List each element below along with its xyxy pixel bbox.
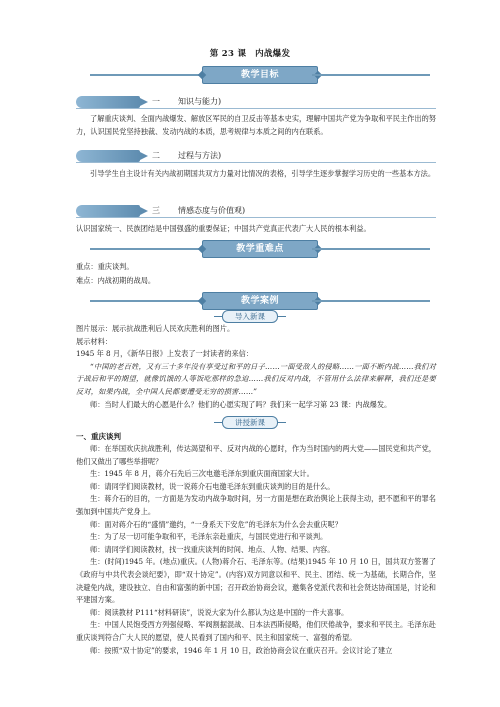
banner-line-right [312,74,430,76]
part1-title: 一、重庆谈判 [76,432,121,441]
intro-line: 展示材料： [76,336,112,346]
subbanner-line [278,316,286,317]
section-label: 情感态度与价值观) [178,206,246,215]
banner-line-left [90,300,208,302]
goals-banner [90,66,430,84]
banner-line-left [90,248,208,250]
subbanner-line [278,422,286,423]
section-tab-icon [76,205,140,217]
dialog-line: 生：1945 年 8 月，蒋介石先后三次电邀毛泽东到重庆面商国家大计。 [90,469,314,479]
section-tab-icon [76,150,140,162]
intro-subbanner-label: 导入新课 [222,310,278,323]
section-underline [76,108,436,109]
subbanner-line [214,422,222,423]
banner-line-right [312,300,430,302]
intro-line: 师：当时人们最大的心愿是什么？他们的心愿实现了吗？我们来一起学习第 23 课：内战爆发。 [90,399,392,409]
goal-paragraph-knowledge: 了解重庆谈判、全面内战爆发、解放区军民的自卫反击等基本史实，理解中国共产党为争取和平民主作出的努力，认识国民党坚持独裁、发动内战的本质，思考规律与本质之间的内在联系。 [76,114,436,136]
dialog-line: 生：蒋介石的目的，一方面是为发动内战争取时间，另一方面是想在政治舆论上获得主动，把不愿和平的罪名强加到中国共产党身上。 [76,494,436,516]
keypoints-banner [90,240,430,258]
section-label: 知识与能力) [178,97,222,106]
dialog-line: 师：按照“双十协定”的要求，1946 年 1 月 10 日，政治协商会议在重庆召开。会议讨论了建立 [90,645,393,655]
section-label: 过程与方法) [178,151,222,160]
part1-block [76,443,436,657]
dialog-line: 生：(时间)1945 年。(地点)重庆。(人物)蒋介石、毛泽东等。(结果)1945 年 10 月 10 日，国共双方签署了《政府与中共代表会谈纪要》，即“双十协定”。(内容)双方同意以和平、民主、团结、统一为基础，长期合作，坚决避免内战，建设独立、自由和富强的新中国；召开政治协商会议，邀集各党派代表和社会贤达协商国是，讨论和平建国方案。 [76,557,436,605]
dialog-line: 师：阅读教材 P111“材料研读”，说说大家为什么都认为这是中国的一件大喜事。 [90,607,349,617]
dialog-line: 师：在举国欢庆抗战胜利，传达渴望和平、反对内战的心愿时，作为当时国内的两大党——国民党和共产党，他们又做出了哪些举措呢？ [76,444,436,466]
keypoints-banner-label: 教学重难点 [202,240,318,258]
intro-line: 1945 年 8 月，《新华日报》上发表了一封读者的来信： [76,349,254,359]
dialog-line: 师：请同学们阅读教材，说一说蒋介石电邀毛泽东到重庆谈判的目的是什么。 [90,481,335,491]
section-head-knowledge [76,95,221,108]
section-head-attitude [76,204,245,217]
section-tab-icon [76,96,140,108]
letter-quote: “中国的老百姓，又有三十多年没有享受过和平的日子……一面受敌人的侵略……一面不断内战……我们对于战后和平的期望，就像饥饿的人等饭吃那样的急迫……我们反对内战，不管用什么法律来解释，我们还是要反对，如果内战，全中国人民都要遭受无穷的损害……” [76,361,436,396]
case-banner-label: 教学案例 [202,292,318,310]
dialog-line: 师：面对蒋介石的“盛情”邀约，“一身系天下安危”的毛泽东为什么会去重庆呢？ [90,519,342,529]
intro-block [76,323,436,411]
intro-subbanner [214,310,286,324]
section-underline [76,217,436,218]
difficult-point: 难点：内战初期的战局。 [76,276,156,285]
section-underline [76,162,436,163]
dialog-line: 师：请同学们阅读教材，找一找重庆谈判的时间、地点、人物、结果、内容。 [90,544,335,554]
key-point: 重点：重庆谈判。 [76,262,134,271]
section-num: 二 [152,151,160,160]
section-head-process [76,149,221,162]
section-num: 一 [152,97,160,106]
case-banner [90,292,430,310]
teach-subbanner [214,416,286,430]
section-num: 三 [152,206,160,215]
dialog-line: 生：为了尽一切可能争取和平，毛泽东亲赴重庆，与国民党进行和平谈判。 [90,532,328,542]
goal-paragraph-attitude: 认识国家统一、民族团结是中国强盛的重要保证；中国共产党真正代表广大人民的根本利益。 [76,224,371,233]
subbanner-line [214,316,222,317]
goals-banner-label: 教学目标 [202,66,318,84]
dialog-line: 生：中国人民饱受西方列强侵略、军阀割据混战、日本法西斯侵略，他们厌倦战争，要求和平民主。毛泽东赴重庆谈判符合广大人民的愿望，使人民看到了国内和平、民主和国家统一、富强的希望。 [76,620,436,642]
teach-subbanner-label: 讲授新课 [222,416,278,429]
goal-paragraph-process: 引导学生自主设计有关内战初期国共双方力量对比情况的表格，引导学生逐步掌握学习历史的一些基本方法。 [90,169,436,178]
banner-line-right [312,248,430,250]
banner-line-left [90,74,208,76]
lesson-title: 第 23 课 内战爆发 [209,49,291,59]
intro-line: 图片展示：展示抗战胜利后人民欢庆胜利的图片。 [76,324,235,333]
